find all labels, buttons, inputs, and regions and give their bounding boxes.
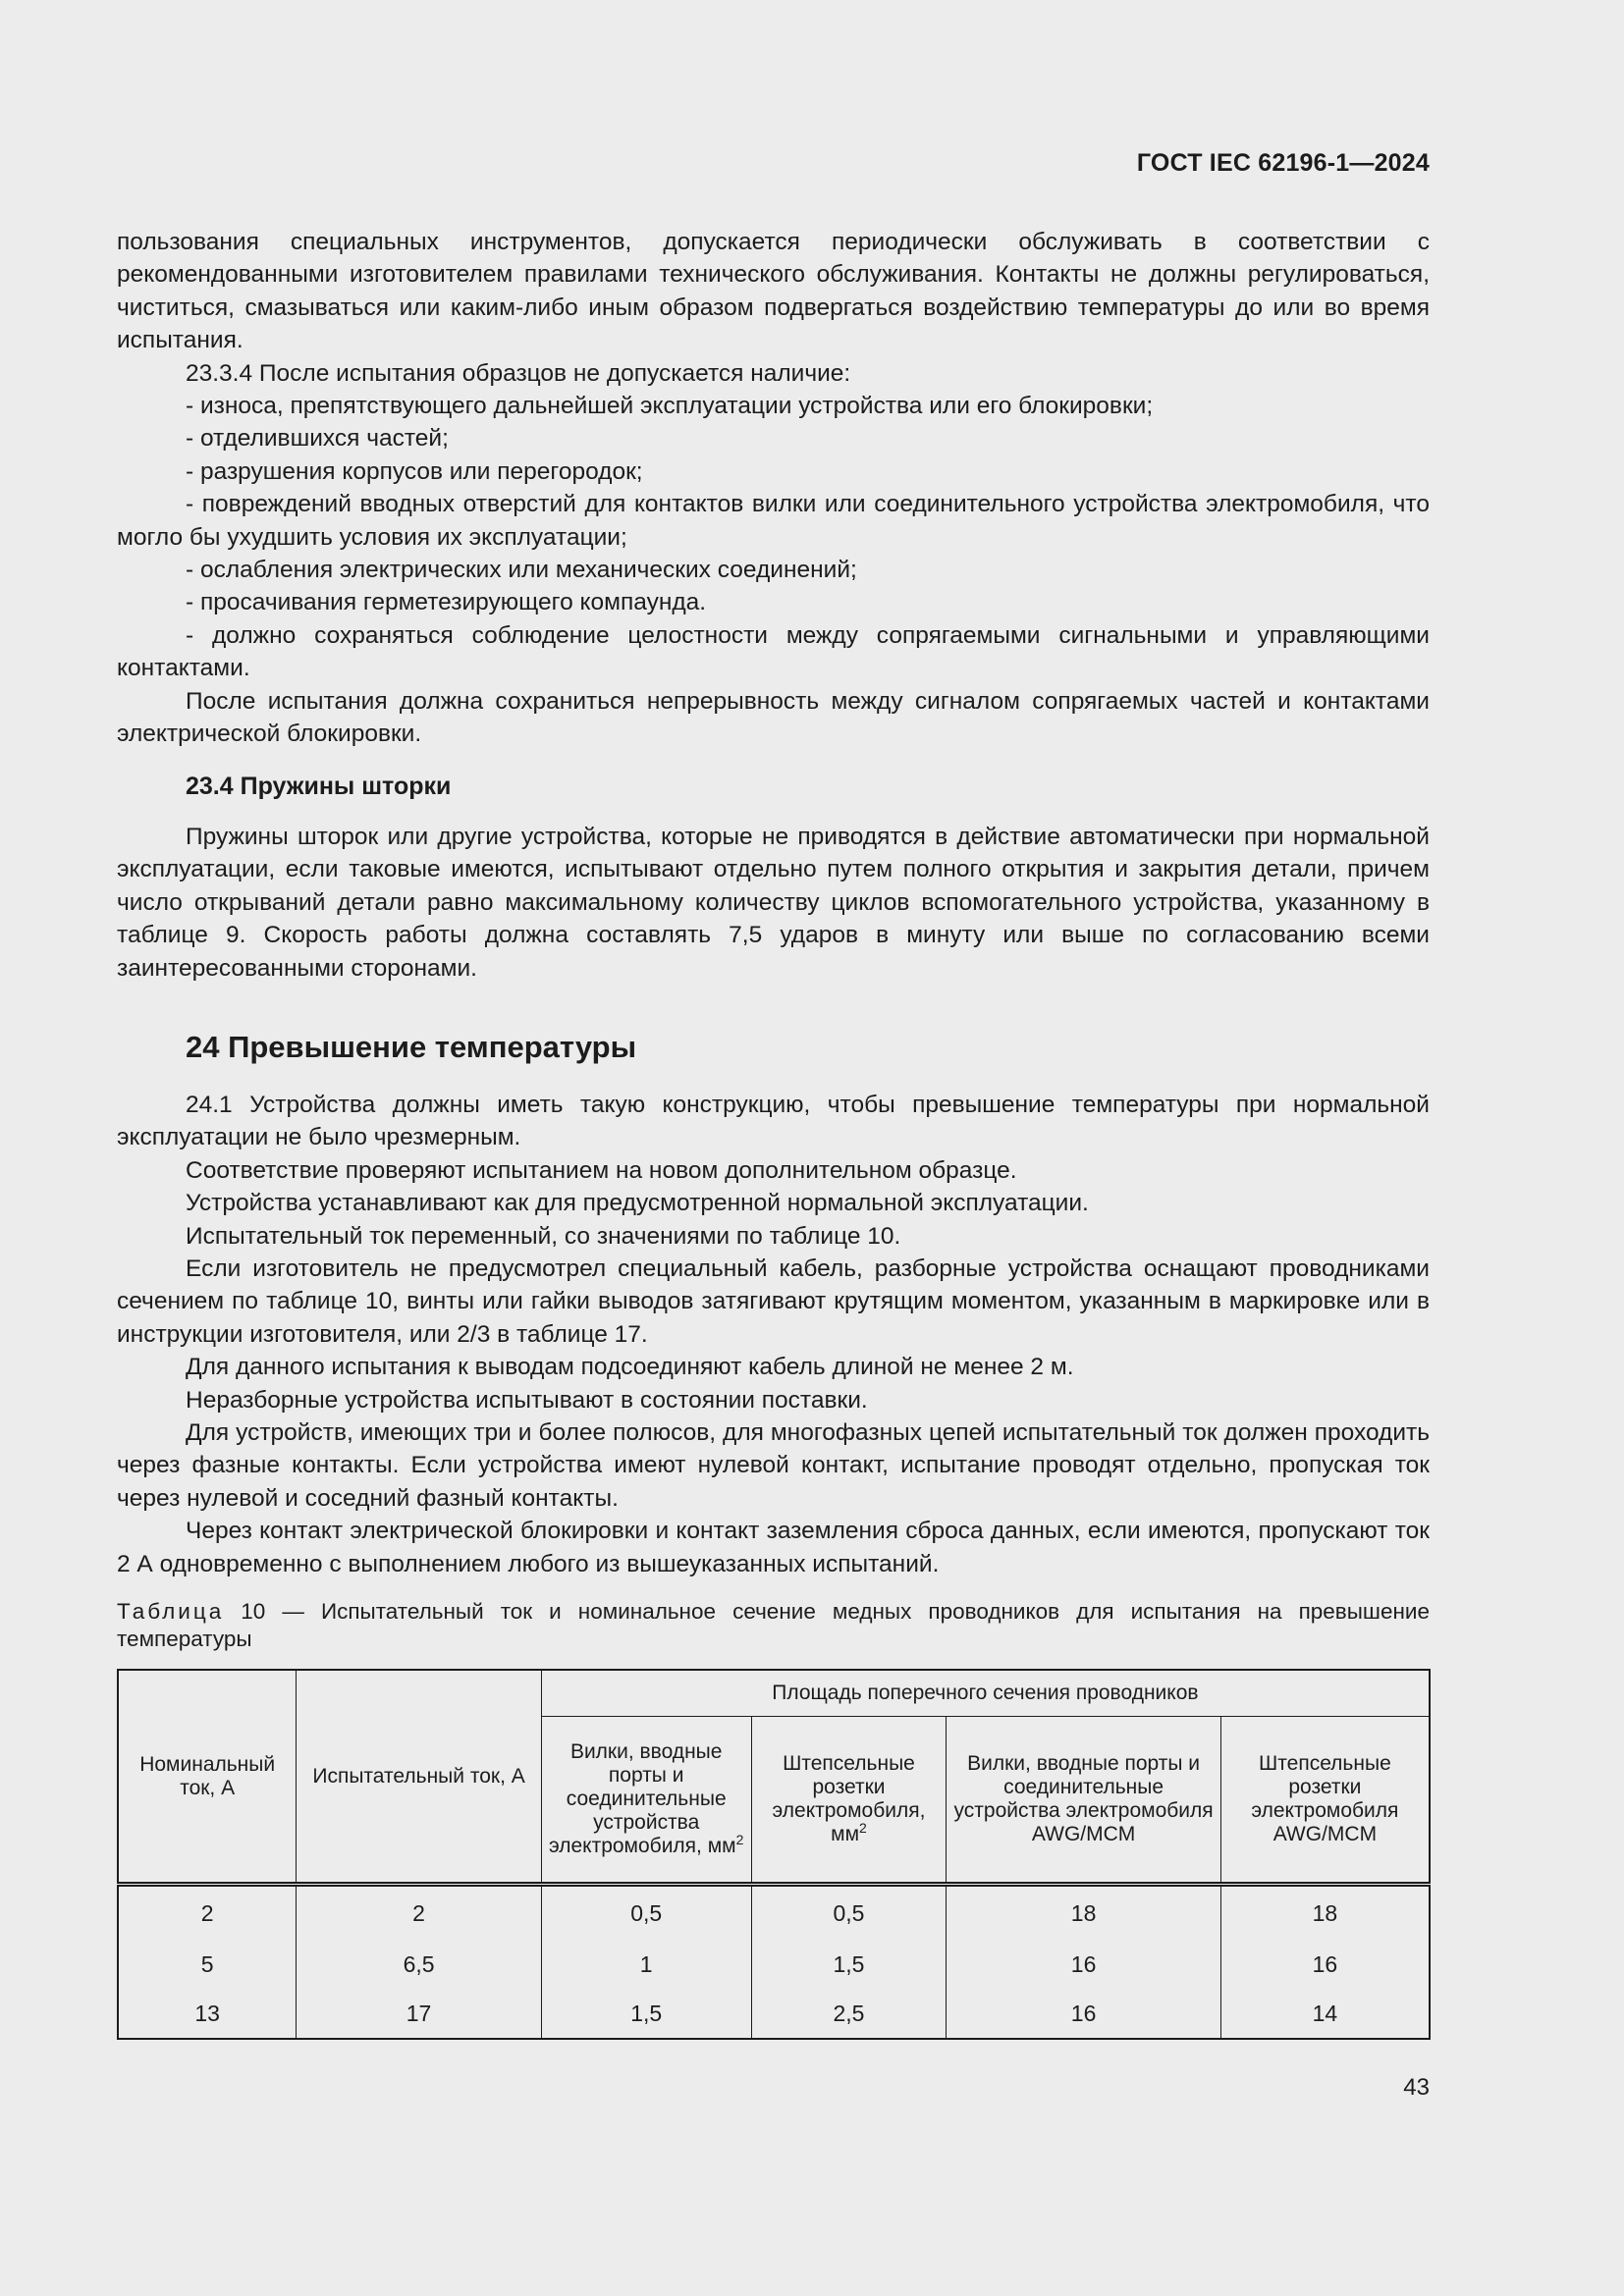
table-cell: 5 [118, 1940, 297, 1989]
header-sockets-awg: Штепсельные розетки электромобиля AWG/MCM [1220, 1717, 1430, 1885]
table-cell: 0,5 [541, 1885, 751, 1941]
header-sockets-mm2: Штепсельные розетки электромобиля, $мм^2$ [751, 1717, 947, 1885]
paragraph: Если изготовитель не предусмотрел специальный кабель, разборные устройства оснащают проводниками сечением по таблице 10, винты или гайки выводов затягивают крутящим моментом, указанным в маркировке или в инструкции изготовителя, или 2/3 в таблице 17. [117, 1255, 1430, 1348]
paragraph: Соответствие проверяют испытанием на новом дополнительном образце. [186, 1156, 1017, 1184]
table-cell: 18 [947, 1885, 1220, 1941]
header-plugs-mm2: Вилки, вводные порты и соединительные устройства электромобиля, $мм^2$ [541, 1717, 751, 1885]
table-cell: 6,5 [297, 1940, 542, 1989]
document-code: ГОСТ IEC 62196-1—2024 [1136, 149, 1430, 177]
table-cell: 14 [1220, 1989, 1430, 2039]
paragraph: Пружины шторок или другие устройства, которые не приводятся в действие автоматически при нормальной эксплуатации, если таковые имеются, испытывают отдельно путем полного открытия и закрытия детали, причем число открываний детали равно максимальному количеству циклов вспомогательного устройства, указанному в таблице 9. Скорость работы должна составлять 7,5 ударов в минуту или выше по согласованию всеми заинтересованными сторонами. [117, 823, 1430, 982]
paragraph: Испытательный ток переменный, со значениями по таблице 10. [186, 1222, 901, 1250]
list-item: - повреждений вводных отверстий для контактов вилки или соединительного устройства электромобиля, что могло бы ухудшить условия их эксплуатации; [117, 491, 1430, 551]
table-cell: 1,5 [751, 1940, 947, 1989]
header-cross-section-group: Площадь поперечного сечения проводников [541, 1670, 1430, 1717]
table-cell: 16 [947, 1940, 1220, 1989]
table-cell: 1 [541, 1940, 751, 1989]
paragraph: Через контакт электрической блокировки и контакт заземления сброса данных, если имеются, пропускают ток 2 А одновременно с выполнением любого из вышеуказанных испытаний. [117, 1518, 1430, 1577]
table-cell: 18 [1220, 1885, 1430, 1941]
paragraph: 24.1 Устройства должны иметь такую конструкцию, чтобы превышение температуры при нормальной эксплуатации не было чрезмерным. [117, 1091, 1430, 1151]
list-item: - отделившихся частей; [186, 425, 449, 453]
header-test-current: Испытательный ток, А [297, 1670, 542, 1885]
page-number: 43 [1403, 2074, 1430, 2101]
table-cell: 16 [947, 1989, 1220, 2039]
clause-23-3-4: 23.3.4 После испытания образцов не допускается наличие: [186, 359, 851, 387]
table-caption-label: Таблица [117, 1599, 225, 1624]
section-heading-23-4: 23.4 Пружины шторки [186, 772, 452, 800]
table-10 [117, 1669, 1431, 2040]
paragraph: Устройства устанавливают как для предусмотренной нормальной эксплуатации. [186, 1190, 1089, 1217]
table-caption [117, 1598, 1430, 1653]
section-heading-24: 24 Превышение температуры [186, 1029, 637, 1064]
list-item: - износа, препятствующего дальнейшей эксплуатации устройства или его блокировки; [186, 393, 1154, 420]
table-row [118, 1885, 1430, 1941]
body-text [117, 226, 1430, 1580]
table-cell: 2 [297, 1885, 542, 1941]
paragraph: пользования специальных инструментов, допускается периодически обслуживать в соответствии с рекомендованными изготовителем правилами технического обслуживания. Контакты не должны регулироваться, чиститься, смазываться или каким-либо иным образом подвергаться воздействию температуры до или во время испытания. [117, 229, 1430, 354]
table-cell: 0,5 [751, 1885, 947, 1941]
paragraph: После испытания должна сохраниться непрерывность между сигналом сопрягаемых частей и контактами электрической блокировки. [117, 687, 1430, 748]
list-item: - ослабления электрических или механических соединений; [186, 557, 857, 584]
table-cell: 16 [1220, 1940, 1430, 1989]
table-row [118, 1940, 1430, 1989]
table-cell: 13 [118, 1989, 297, 2039]
paragraph: Неразборные устройства испытывают в состоянии поставки. [186, 1386, 868, 1414]
table-cell: 17 [297, 1989, 542, 2039]
table-cell: 2 [118, 1885, 297, 1941]
table-row [118, 1989, 1430, 2039]
paragraph: Для устройств, имеющих три и более полюсов, для многофазных цепей испытательный ток должен проходить через фазные контакты. Если устройства имеют нулевой контакт, испытание проводят отдельно, пропуская ток через нулевой и соседний фазный контакты. [117, 1419, 1430, 1512]
table-cell: 2,5 [751, 1989, 947, 2039]
header-nominal-current: Номинальный ток, А [118, 1670, 297, 1885]
paragraph: Для данного испытания к выводам подсоединяют кабель длиной не менее 2 м. [186, 1354, 1074, 1381]
table-caption-text: 10 — Испытательный ток и номинальное сечение медных проводников для испытания на превышение температуры [117, 1599, 1430, 1651]
list-item: - должно сохраняться соблюдение целостности между сопрягаемыми сигнальными и управляющими контактами. [117, 621, 1430, 682]
table-cell: 1,5 [541, 1989, 751, 2039]
list-item: - просачивания герметезирующего компаунда. [186, 589, 707, 616]
list-item: - разрушения корпусов или перегородок; [186, 457, 643, 485]
header-plugs-awg: Вилки, вводные порты и соединительные устройства электромобиля AWG/MCM [947, 1717, 1220, 1885]
